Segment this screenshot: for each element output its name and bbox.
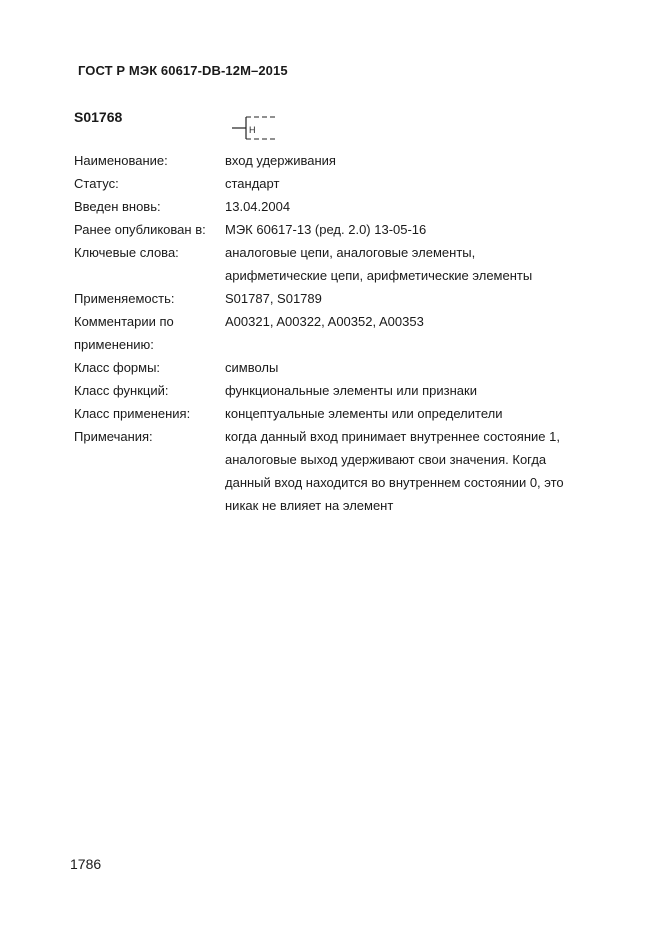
- value-line: аналоговые цепи, аналоговые элементы,: [225, 245, 476, 260]
- value-line: стандарт: [225, 176, 280, 191]
- row-shape-class: [74, 356, 614, 379]
- page-number: 1786: [70, 856, 102, 872]
- attribute-table: [74, 149, 614, 517]
- value-name: [225, 149, 614, 172]
- value-line: арифметические цепи, арифметические элементы: [225, 268, 533, 283]
- value-line: [225, 333, 614, 356]
- value-line: 13.04.2004: [225, 199, 291, 214]
- value-introduced: [225, 195, 614, 218]
- value-keywords: [225, 241, 614, 287]
- value-line: символы: [225, 360, 279, 375]
- label-function-class: Класс функций:: [74, 383, 169, 398]
- value-status: [225, 172, 614, 195]
- value-line: данный вход находится во внутреннем состоянии 0, это: [225, 475, 564, 490]
- label-applicability: Применяемость:: [74, 291, 175, 306]
- row-application-class: [74, 402, 614, 425]
- symbol-letter: H: [249, 125, 256, 135]
- value-line: вход удерживания: [225, 153, 336, 168]
- label-name: Наименование:: [74, 153, 168, 168]
- label-shape-class: Класс формы:: [74, 360, 161, 375]
- row-keywords: [74, 241, 614, 287]
- label-application-class: Класс применения:: [74, 406, 191, 421]
- value-function-class: [225, 379, 614, 402]
- value-shape-class: [225, 356, 614, 379]
- label-notes: Примечания:: [74, 429, 153, 444]
- value-line: когда данный вход принимает внутреннее состояние 1,: [225, 429, 560, 444]
- row-previously-published: [74, 218, 614, 241]
- row-function-class: [74, 379, 614, 402]
- label-introduced: Введен вновь:: [74, 199, 161, 214]
- document-header: ГОСТ Р МЭК 60617-DB-12M–2015: [78, 63, 288, 78]
- value-empty: [225, 333, 614, 356]
- symbol-code: S01768: [74, 109, 123, 125]
- row-introduced: [74, 195, 614, 218]
- value-application-comments: [225, 310, 614, 333]
- label-previously-published: Ранее опубликован в:: [74, 222, 206, 237]
- value-line: МЭК 60617-13 (ред. 2.0) 13-05-16: [225, 222, 427, 237]
- row-application-comments: [74, 310, 614, 333]
- row-notes: [74, 425, 614, 517]
- value-application-class: [225, 402, 614, 425]
- value-notes: [225, 425, 614, 517]
- row-application-comments-cont: [74, 333, 614, 356]
- label-application-comments-cont: применению:: [74, 337, 154, 352]
- value-line: аналоговые выход удерживают свои значения. Когда: [225, 452, 547, 467]
- label-status: Статус:: [74, 176, 119, 191]
- value-line: никак не влияет на элемент: [225, 498, 394, 513]
- value-line: концептуальные элементы или определители: [225, 406, 503, 421]
- row-status: [74, 172, 614, 195]
- value-line: S01787, S01789: [225, 291, 322, 306]
- value-line: A00321, A00322, A00352, A00353: [225, 314, 424, 329]
- row-name: [74, 149, 614, 172]
- label-keywords: Ключевые слова:: [74, 245, 179, 260]
- value-applicability: [225, 287, 614, 310]
- hold-input-symbol-icon: [230, 112, 280, 144]
- value-line: функциональные элементы или признаки: [225, 383, 477, 398]
- row-applicability: [74, 287, 614, 310]
- value-previously-published: [225, 218, 614, 241]
- label-application-comments: Комментарии по: [74, 314, 174, 329]
